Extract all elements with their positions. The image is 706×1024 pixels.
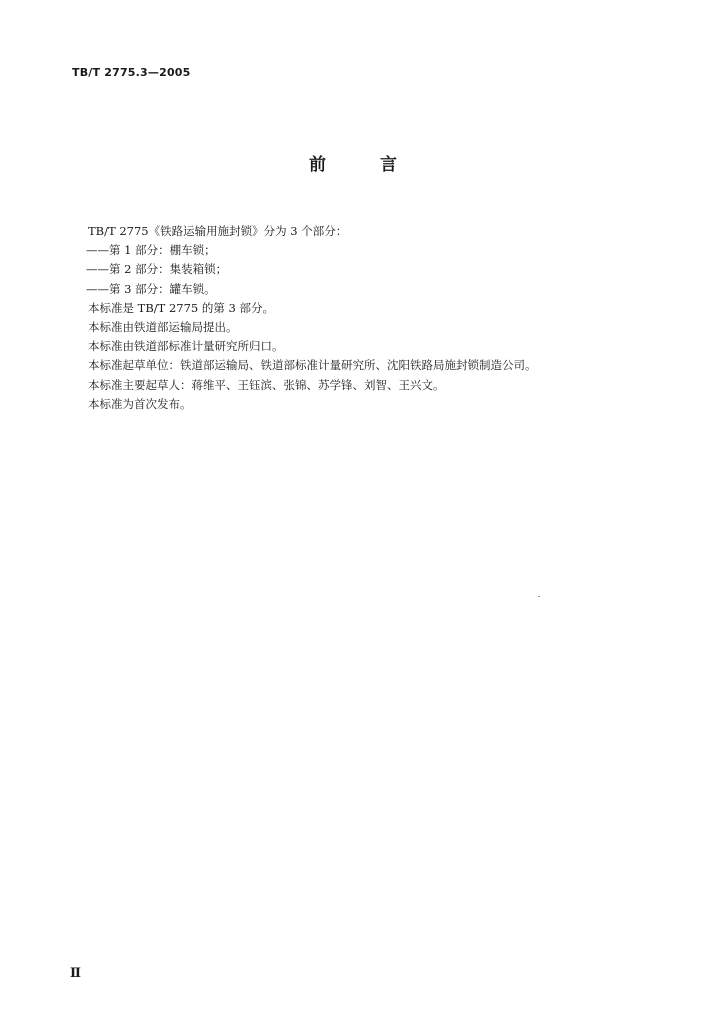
paragraph-first-release: 本标准为首次发布。 bbox=[88, 396, 192, 411]
paragraph-proposed-by: 本标准由铁道部运输局提出。 bbox=[88, 320, 238, 335]
title-char-2: 言 bbox=[379, 155, 397, 175]
list-item-part-3: ——第 3 部分：罐车锁。 bbox=[86, 281, 216, 296]
paragraph-parts-intro: TB/T 2775《铁路运输用施封锁》分为 3 个部分： bbox=[88, 224, 348, 238]
page-title bbox=[0, 150, 706, 175]
paragraph-drafters: 本标准主要起草人：蒋维平、王钰滨、张锦、苏学锋、刘智、王兴文。 bbox=[88, 377, 445, 392]
list-item-part-1: ——第 1 部分：棚车锁； bbox=[86, 243, 216, 258]
standard-code-header: TB/T 2775.3—2005 bbox=[72, 66, 191, 79]
foreword-body bbox=[88, 222, 648, 414]
list-item-part-2: ——第 2 部分：集装箱锁； bbox=[86, 262, 228, 277]
paragraph-part-statement: 本标准是 TB/T 2775 的第 3 部分。 bbox=[88, 300, 275, 315]
scan-speck bbox=[538, 596, 540, 597]
paragraph-centralized-by: 本标准由铁道部标准计量研究所归口。 bbox=[88, 339, 284, 354]
page-number: Ⅱ bbox=[70, 966, 81, 981]
title-char-1: 前 bbox=[309, 155, 327, 175]
paragraph-drafting-units: 本标准起草单位：铁道部运输局、铁道部标准计量研究所、沈阳铁路局施封锁制造公司。 bbox=[88, 358, 537, 373]
